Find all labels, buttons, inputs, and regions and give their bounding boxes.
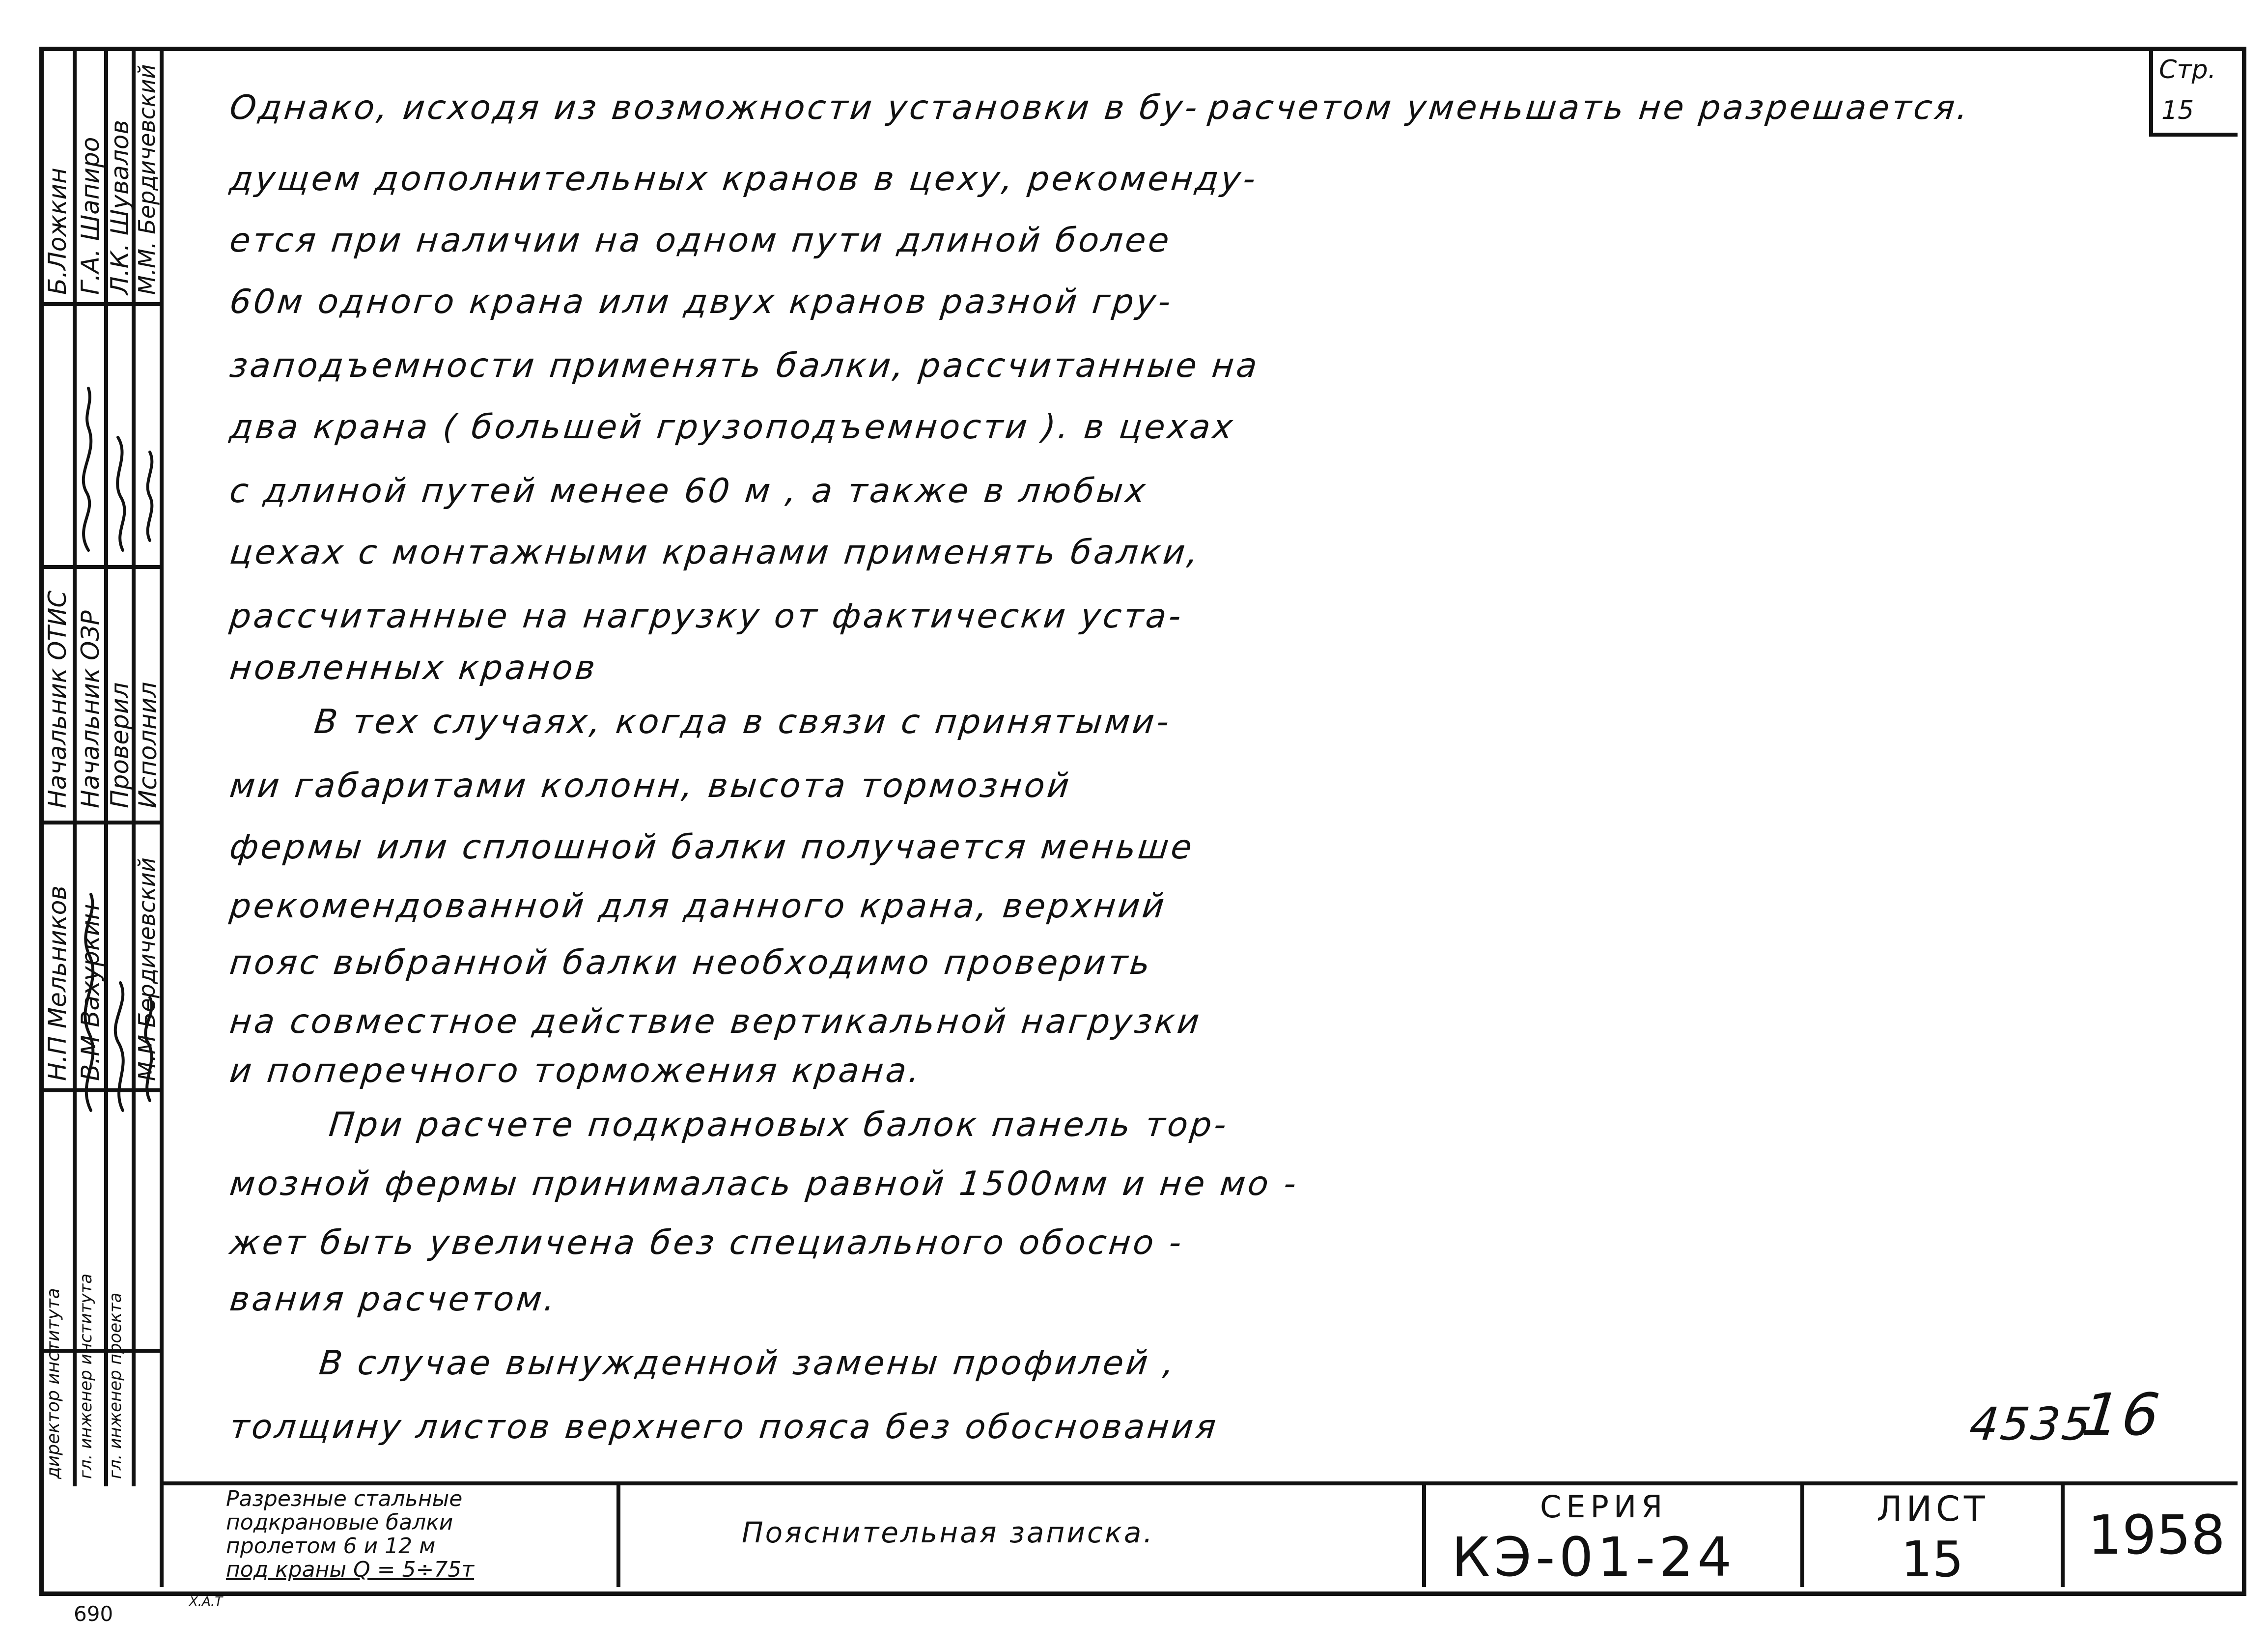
body-line: толщину листов верхнего пояса без обоснования xyxy=(227,1408,1220,1447)
title-block-top-border xyxy=(160,1481,2238,1485)
stamp-description-line: Разрезные стальные xyxy=(226,1486,463,1511)
sidebar-name-1a: Б.Ложкин xyxy=(43,168,72,295)
sidebar-name-2a: Г.А. Шапиро xyxy=(76,137,105,295)
sidebar-role-4: Исполнил xyxy=(134,682,162,808)
sidebar-role-2: Начальник ОЗР xyxy=(76,610,105,808)
sidebar-role-3: Проверил xyxy=(106,682,134,808)
body-line: мозной фермы принималась равной 1500мм и не мо - xyxy=(227,1165,1301,1203)
sidebar-name-2b: В.М Вахуркин xyxy=(76,904,105,1081)
series-label: СЕРИЯ xyxy=(1540,1489,1668,1525)
page-box-left-border xyxy=(2149,47,2153,135)
sidebar-name-4a: М.М. Бердичевский xyxy=(134,64,160,295)
body-line: и поперечного торможения крана. xyxy=(227,1051,924,1090)
series-code: КЭ-01-24 xyxy=(1452,1526,1736,1589)
sidebar-name-1b: Н.П Мельников xyxy=(43,885,72,1081)
sidebar-role-1: Начальник ОТИС xyxy=(43,590,72,808)
footer-page-number: 690 xyxy=(74,1602,113,1626)
body-line: В тех случаях, когда в связи с принятыми- xyxy=(312,703,1174,741)
body-line: При расчете подкрановых балок панель тор- xyxy=(327,1106,1231,1144)
body-line: Однако, исходя из возможности установки в бу- xyxy=(227,88,1202,127)
body-line: 60м одного крана или двух кранов разной гру- xyxy=(227,283,1175,321)
signature-scribbles xyxy=(39,305,162,1336)
body-line: цехах с монтажными кранами применять балки, xyxy=(227,533,1203,572)
sidebar-title-1: директор института xyxy=(43,1288,63,1479)
handwritten-sheet-ref: 4535 xyxy=(1967,1398,2096,1450)
handwritten-sheet-ref-2: 16 xyxy=(2079,1381,2165,1449)
body-line: дущем дополнительных кранов в цеху, рекоменду- xyxy=(227,160,1260,199)
body-line: ется при наличии на одном пути длиной более xyxy=(227,221,1174,260)
body-line: на совместное действие вертикальной нагрузки xyxy=(227,1002,1204,1041)
page-box-bottom-border xyxy=(2149,133,2238,137)
stamp-description-line: подкрановые балки xyxy=(226,1510,453,1535)
body-line: заподъемности применять балки, рассчитанные на xyxy=(227,346,1261,385)
title-block-div-2 xyxy=(1422,1481,1426,1587)
sidebar-title-2: гл. инженер института xyxy=(76,1273,96,1479)
stamp-description-line: пролетом 6 и 12 м xyxy=(226,1534,436,1559)
body-line: два крана ( большей грузоподъемности ). в цехах xyxy=(227,408,1237,447)
sidebar-name-4b: М.М Бердичевский xyxy=(134,857,160,1081)
title-block-div-1 xyxy=(616,1481,620,1587)
body-line: ми габаритами колонн, высота тормозной xyxy=(227,767,1074,805)
body-line: с длиной путей менее 60 м , а также в любых xyxy=(227,472,1150,511)
stamp-description-line: под краны Q = 5÷75т xyxy=(226,1557,475,1582)
page-number: 15 xyxy=(2161,96,2194,125)
footer-mark: Х.А.Т xyxy=(189,1594,223,1609)
title-block-div-4 xyxy=(2061,1481,2065,1587)
title-block-div-3 xyxy=(1800,1481,1804,1587)
right-column-line: расчетом уменьшать не разрешается. xyxy=(1206,88,1972,127)
body-line: новленных кранов xyxy=(227,649,600,687)
body-line: В случае вынужденной замены профилей , xyxy=(317,1344,1178,1383)
sheet-label: ЛИСТ xyxy=(1876,1489,1989,1529)
document-title: Пояснительная записка. xyxy=(742,1516,1154,1549)
page-label: Стр. xyxy=(2159,55,2216,85)
body-line: вания расчетом. xyxy=(227,1280,560,1319)
body-line: рекомендованной для данного крана, верхний xyxy=(227,887,1169,926)
body-line: пояс выбранной балки необходимо проверить xyxy=(227,943,1154,982)
sidebar-name-3a: Л.К. Шувалов xyxy=(106,120,134,295)
sidebar-title-3: гл. инженер проекта xyxy=(106,1292,125,1479)
body-line: рассчитанные на нагрузку от фактически уста- xyxy=(227,597,1185,636)
body-line: жет быть увеличена без специального обосно - xyxy=(227,1223,1186,1262)
body-line: фермы или сплошной балки получается меньше xyxy=(227,828,1197,867)
sheet-number: 15 xyxy=(1901,1531,1964,1588)
year: 1958 xyxy=(2088,1504,2225,1566)
